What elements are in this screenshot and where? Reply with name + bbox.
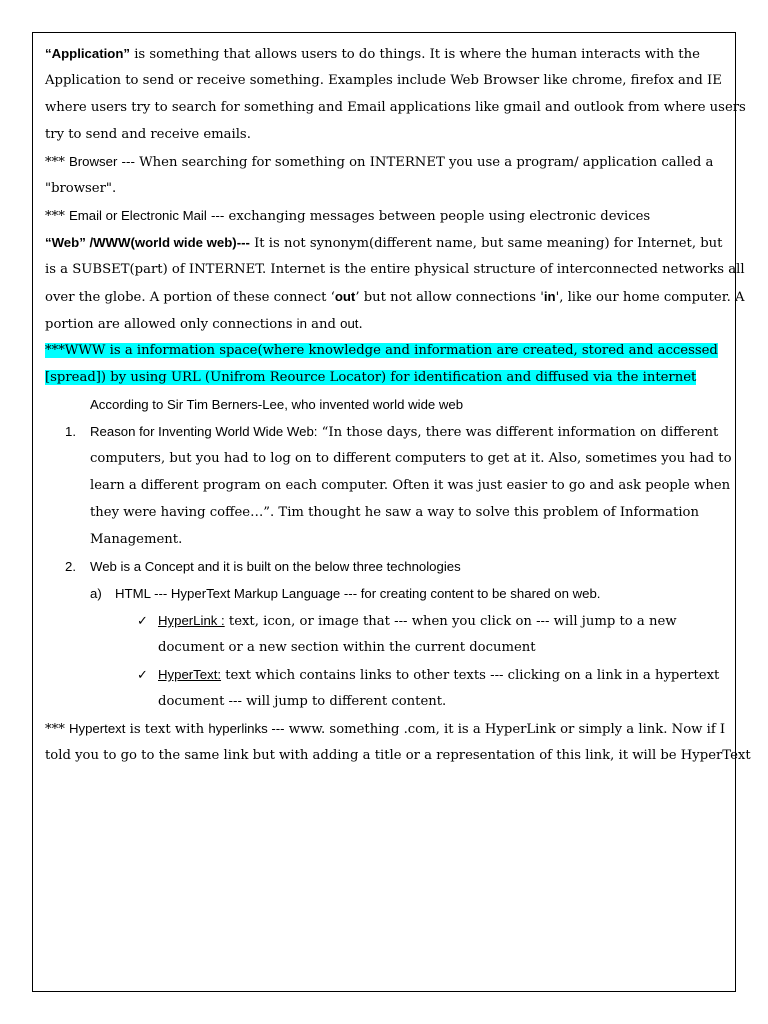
web-line-2: is a SUBSET(part) of INTERNET. Internet is the entire physical structure of interconnected networks all bbox=[45, 262, 745, 277]
list-number: 2. bbox=[65, 559, 76, 574]
term-application: “Application” bbox=[45, 46, 130, 61]
list-item-title: Web is a Concept and it is built on the below three technologies bbox=[90, 559, 461, 574]
stars: *** bbox=[45, 209, 69, 224]
text: www. something .com, it is a HyperLink or simply a link. Now if I bbox=[284, 722, 726, 737]
browser-line-1 bbox=[45, 148, 730, 175]
term-hyperlink: HyperLink : bbox=[158, 613, 225, 628]
term-hyperlinks: hyperlinks --- bbox=[208, 721, 285, 736]
text: portion are allowed only connections bbox=[45, 317, 297, 332]
term-in: in bbox=[543, 289, 556, 304]
list-item-1-line-5: Management. bbox=[90, 532, 183, 547]
text: ’ but not allow connections ' bbox=[355, 290, 544, 305]
text: is something that allows users to do things. It is where the human interacts with the bbox=[130, 47, 700, 62]
term-out-2: out bbox=[340, 316, 359, 331]
web-line-4 bbox=[45, 310, 730, 337]
browser-line-2: "browser". bbox=[45, 181, 117, 196]
check-item-hyperlink-line-1 bbox=[45, 607, 730, 634]
text: ', like our home computer. A bbox=[555, 290, 745, 305]
text: and bbox=[306, 317, 341, 332]
text: over the globe. A portion of these connect ‘ bbox=[45, 290, 335, 305]
term-hypertext-2: Hypertext bbox=[68, 721, 126, 736]
check-item-hypertext-line-1 bbox=[45, 661, 730, 688]
list-item-1-line-4: they were having coffee…”. Tim thought he saw a way to solve this problem of Information bbox=[90, 505, 699, 520]
highlighted-text: [spread]) by using URL (Unifrom Reource Locator) for identification and diffused via the internet bbox=[45, 370, 697, 385]
sub-label: a) bbox=[90, 586, 102, 601]
term-web: “Web” /WWW(world wide web)--- bbox=[45, 235, 250, 250]
text: text, icon, or image that --- when you click on --- will jump to a new bbox=[224, 614, 677, 629]
text: HTML --- HyperText Markup Language --- for creating content to be shared on web. bbox=[115, 586, 601, 601]
term-in-2: in bbox=[296, 316, 307, 331]
list-item-1-line-3: learn a different program on each computer. Often it was just easier to go and ask people when bbox=[90, 478, 731, 493]
sub-item-a bbox=[45, 580, 730, 607]
text: text which contains links to other texts --- clicking on a link in a hypertext bbox=[221, 668, 720, 683]
check-icon: ✓ bbox=[137, 668, 149, 683]
text: is text with bbox=[125, 722, 209, 737]
highlight-line-2 bbox=[45, 364, 730, 391]
stars: *** bbox=[45, 722, 69, 737]
term-email: Email or Electronic Mail bbox=[68, 208, 207, 223]
text: . bbox=[358, 317, 363, 332]
highlighted-text: ***WWW is a information space(where knowledge and information are created, stored and accessed bbox=[45, 343, 718, 358]
check-icon: ✓ bbox=[137, 614, 149, 629]
paragraph-application-line-3: where users try to search for something and Email applications like gmail and outlook from where users bbox=[45, 100, 746, 115]
text: It is not synonym(different name, but same meaning) for Internet, but bbox=[249, 236, 723, 251]
term-browser: Browser bbox=[68, 154, 118, 169]
term-out: out bbox=[334, 289, 356, 304]
highlight-line-1 bbox=[45, 337, 730, 364]
hypertext-line-1 bbox=[45, 715, 730, 742]
check-item-hypertext-line-2: document --- will jump to different content. bbox=[158, 694, 447, 709]
text: “In those days, there was different information on different bbox=[317, 425, 719, 440]
paragraph-application-line-1 bbox=[45, 40, 730, 67]
check-item-hyperlink-line-2: document or a new section within the current document bbox=[158, 640, 536, 655]
paragraph-application-line-2: Application to send or receive something. Examples include Web Browser like chrome, firefox and IE bbox=[45, 73, 722, 88]
text: --- exchanging messages between people using electronic devices bbox=[206, 209, 651, 224]
stars: *** bbox=[45, 155, 69, 170]
text: --- When searching for something on INTERNET you use a program/ application called a bbox=[117, 155, 714, 170]
term-hypertext: HyperText: bbox=[158, 667, 222, 682]
list-item-1-line-2: computers, but you had to log on to different computers to get at it. Also, sometimes you had to bbox=[90, 451, 732, 466]
paragraph-application-line-4: try to send and receive emails. bbox=[45, 127, 251, 142]
berners-lee-heading: According to Sir Tim Berners-Lee, who invented world wide web bbox=[90, 397, 464, 412]
email-line bbox=[45, 202, 730, 229]
hypertext-line-2: told you to go to the same link but with adding a title or a representation of this link, it will be HyperText bbox=[45, 748, 751, 763]
web-line-1 bbox=[45, 229, 730, 256]
list-number: 1. bbox=[65, 424, 76, 439]
list-item-title: Reason for Inventing World Wide Web: bbox=[90, 424, 318, 439]
list-item-2 bbox=[45, 553, 730, 580]
web-line-3 bbox=[45, 283, 745, 310]
document-body bbox=[45, 40, 751, 769]
list-item-1-line-1 bbox=[45, 418, 730, 445]
